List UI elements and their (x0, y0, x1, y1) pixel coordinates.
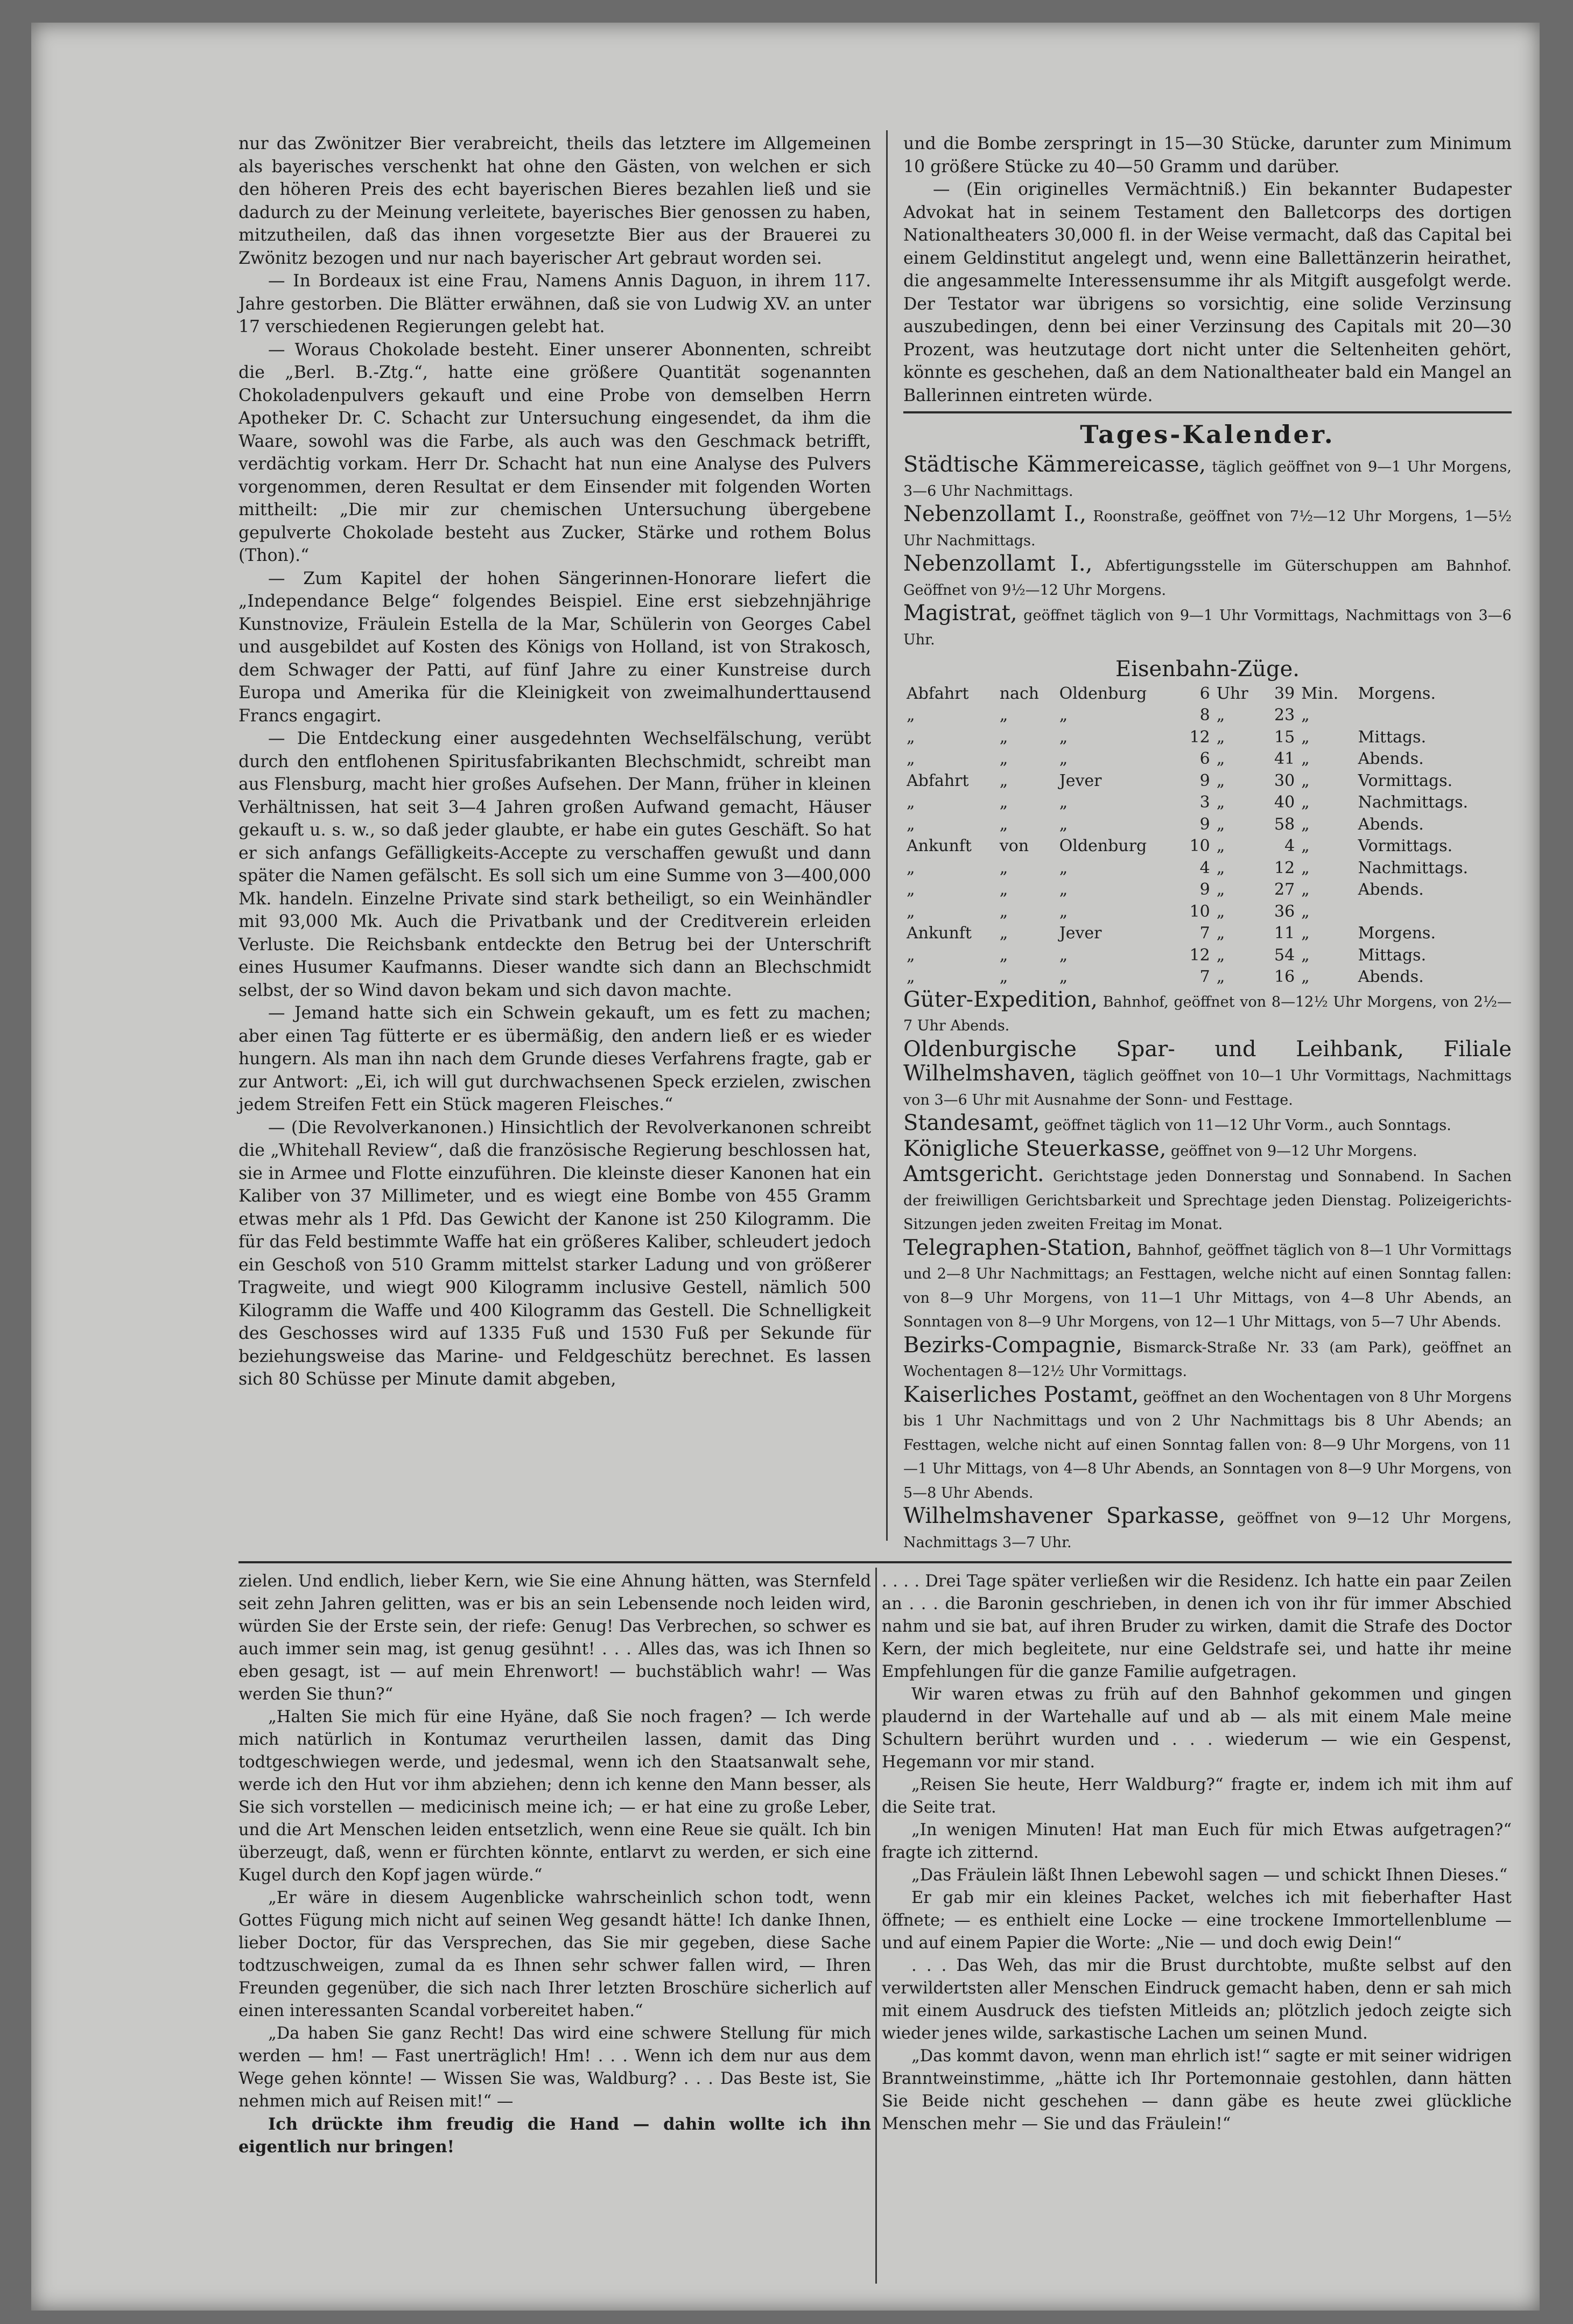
calendar-entry-text: geöffnet täglich von 11—12 Uhr Vorm., auch Sonntags. (1040, 1117, 1451, 1134)
train-cell: „ (1216, 837, 1225, 855)
train-cell: 15 (1274, 727, 1295, 747)
train-cell: Abends. (1358, 967, 1424, 986)
calendar-entry-text: geöffnet von 9—12 Uhr Morgens. (1166, 1142, 1417, 1160)
train-cell: „ (1216, 967, 1225, 986)
calendar-entry-text: täglich geöffnet von 10—1 Uhr Vormittags, Nachmittags von 3—6 Uhr mit Ausnahme der Sonn- und Festtage. (903, 1068, 1512, 1108)
calendar-entry (903, 988, 1512, 1038)
train-cell: „ (1216, 706, 1225, 725)
train-cell: „ (1301, 793, 1310, 812)
calendar-entries-before (903, 453, 1512, 651)
train-cell: 7 (1199, 924, 1210, 943)
calendar-entry-text: Gerichtstage jeden Donnerstag und Sonnabend. In Sachen der freiwilligen Gerichtsbarkeit und Sprechtage jeden Dienstag. Polizeigerichts-Sitzungen jeden zweiten Freitag im Monat. (903, 1168, 1512, 1233)
train-cell: „ (1059, 902, 1068, 921)
newspaper-page (31, 23, 1540, 2311)
train-cell: „ (1059, 967, 1068, 986)
train-cell: Ankunft (907, 924, 972, 943)
train-cell: Oldenburg (1059, 837, 1147, 855)
train-cell: „ (1059, 706, 1068, 725)
calendar-rule (903, 411, 1512, 413)
train-cell: „ (1216, 945, 1225, 965)
train-row (903, 727, 1506, 749)
paragraph: Ich drückte ihm freudig die Hand — dahin wollte ich ihn eigentlich nur bringen! (238, 2115, 871, 2157)
train-cell: „ (1301, 815, 1310, 834)
train-cell: „ (1059, 749, 1068, 768)
train-cell: 12 (1274, 858, 1295, 877)
train-row (903, 966, 1506, 988)
train-cell: „ (1216, 749, 1225, 768)
train-cell: Oldenburg (1059, 684, 1147, 703)
train-cell: Vormittags. (1358, 837, 1453, 855)
column-left-bottom (238, 1570, 871, 2158)
train-cell (1355, 705, 1506, 727)
train-cell: „ (1216, 858, 1225, 877)
calendar-entry-heading: Telegraphen-Station, (903, 1235, 1133, 1260)
calendar-entry-text: Roonstraße, geöffnet von 7½—12 Uhr Morgens, 1—5½ Uhr Nachmittags. (903, 508, 1512, 549)
train-row (903, 923, 1506, 945)
train-cell: 16 (1274, 967, 1295, 986)
train-cell: „ (1216, 924, 1225, 943)
train-row (903, 748, 1506, 770)
paragraph: Er gab mir ein kleines Packet, welches ich mit fieberhafter Hast öffnete; — es enthielt eine Locke — eine trockene Immortellenblume — und auf einem Papier die Worte: „Nie — und doch ewig Dein!“ (882, 1888, 1512, 1953)
paragraph: „In wenigen Minuten! Hat man Euch für mich Etwas aufgetragen?“ fragte ich zitternd. (882, 1821, 1512, 1862)
train-cell: „ (1059, 727, 1068, 747)
train-cell: „ (1301, 706, 1310, 725)
train-cell: Mittags. (1358, 945, 1427, 965)
calendar-entry-heading: Kaiserliches Postamt, (903, 1382, 1139, 1407)
column-right-bottom (882, 1570, 1512, 2136)
train-cell: „ (999, 706, 1008, 725)
train-cell: Uhr (1216, 684, 1248, 703)
paragraph: zielen. Und endlich, lieber Kern, wie Sie eine Ahnung hätten, was Sternfeld seit zehn Jahren gelitten, was er bis an sein Lebensende noch leiden wird, würden Sie der Erste sein, der riefe: Genug! Das Verbrechen, so schwer es auch immer sein mag, ist genug gesühnt! . . . Alles das, was ich Ihnen so eben gesagt, ist — auf mein Ehrenwort! — buchstäblich wahr! — Was werden Sie thun?“ (238, 1572, 871, 1704)
paragraph: „Da haben Sie ganz Recht! Das wird eine schwere Stellung für mich werden — hm! — Fast unerträglich! Hm! . . . Wenn ich dem nur aus dem Wege gehen könnte! — Wissen Sie was, Waldburg? . . . Das Beste ist, Sie nehmen mich auf Reisen mit!“ — (238, 2024, 871, 2111)
calendar-entry (903, 1334, 1512, 1384)
train-cell: „ (1059, 880, 1068, 899)
train-cell: „ (999, 967, 1008, 986)
calendar-entry-heading: Oldenburgische Spar- und Leihbank, Filiale Wilhelmshaven, (903, 1036, 1512, 1086)
calendar-entry-text: täglich geöffnet von 9—1 Uhr Morgens, 3—6 Uhr Nachmittags. (903, 459, 1512, 500)
train-cell: 6 (1199, 749, 1210, 768)
train-cell: „ (1301, 749, 1310, 768)
calendar-entry-text: Abfertigungsstelle im Güterschuppen am Bahnhof. Geöffnet von 9½—12 Uhr Morgens. (903, 558, 1512, 599)
train-cell: von (999, 837, 1029, 855)
train-cell: „ (907, 727, 915, 747)
calendar-entries-after (903, 988, 1512, 1555)
right-top-articles (903, 132, 1512, 407)
train-cell: „ (907, 749, 915, 768)
train-cell: Morgens. (1358, 924, 1436, 943)
railway-title: Eisenbahn-Züge. (1115, 657, 1300, 682)
train-cell: „ (999, 749, 1008, 768)
train-cell: „ (1301, 837, 1310, 855)
train-cell: 12 (1189, 727, 1210, 747)
calendar-entry (903, 1237, 1512, 1334)
train-cell: „ (1301, 945, 1310, 965)
train-cell: „ (1216, 902, 1225, 921)
train-cell: Abends. (1358, 749, 1424, 768)
train-row (903, 770, 1506, 792)
train-cell: „ (1216, 793, 1225, 812)
paragraph: — Zum Kapitel der hohen Sängerinnen-Honorare liefert die „Independance Belge“ folgendes Beispiel. Eine erst siebzehnjährige Kunstnovize, Fräulein Estella de la Mar, Schülerin von Georges Cabel und ausgebildet auf Kosten des Königs von Holland, ist von Strakosch, dem Schwager der Patti, auf fünf Jahre zu einer Kunstreise durch Europa und Amerika für die Kleinigkeit von zweimalhunderttausend Francs engagirt. (238, 568, 871, 726)
paragraph: — Die Entdeckung einer ausgedehnten Wechselfälschung, verübt durch den entflohenen Spiritusfabrikanten Blechschmidt, schreibt man aus Flensburg, macht hier großes Aufsehen. Der Mann, früher in kleinen Verhältnissen, hat seit 3—4 Jahren großen Aufwand gemacht, Häuser gekauft u. s. w., so daß jeder glaubte, er habe ein gutes Geschäft. So hat er sich anfangs Gefälligkeits-Accepte zu verschaffen gewußt und dann später die Namen gefälscht. Es soll sich um eine Summe von 3—400,000 Mk. handeln. Einzelne Private sind stark betheiligt, so ein Weinhändler mit 93,000 Mk. Auch die Privatbank und der Creditverein erleiden Verluste. Die Reichsbank entdeckte den Betrug bei der Unterschrift eines Husumer Kaufmanns. Dieser wandte sich dann an Blechschmidt selbst, der so Wind davon bekam und sich davon machte. (238, 729, 871, 1000)
paragraph: „Das kommt davon, wenn man ehrlich ist!“ sagte er mit seiner widrigen Branntweinstimme, „hätte ich Ihr Portemonnaie gestohlen, dann hätten Sie Beide nicht geschehen — dann gäbe es heute zwei glückliche Menschen mehr — Sie und das Fräulein!“ (882, 2047, 1512, 2133)
paragraph: nur das Zwönitzer Bier verabreicht, theils das letztere im Allgemeinen als bayerisches verschenkt hat ohne den Gästen, von welchen er sich den höheren Preis des echt bayerischen Bieres bezahlen ließ und sie dadurch zu der Meinung verleitete, bayerisches Bier genossen zu haben, mitzutheilen, daß das ihnen vorgesetzte Bier aus der Brauerei zu Zwönitz bezogen und nur nach bayerischer Art gebraut worden sei. (238, 134, 871, 268)
train-row (903, 792, 1506, 814)
train-cell: „ (907, 815, 915, 834)
train-cell: Jever (1059, 771, 1102, 790)
calendar-entry-text: geöffnet an den Wochentagen von 8 Uhr Morgens bis 1 Uhr Nachmittags und von 2 Uhr Nachmittags bis 8 Uhr Abends; an Festtagen, welche nicht auf einen Sonntag fallen von: 8—9 Uhr Morgens, von 11—1 Uhr Mittags, von 4—8 Uhr Abends, an Sonntagen von 8—9 Uhr Morgens, von 5—8 Uhr Abends. (903, 1388, 1512, 1501)
train-cell: „ (1216, 771, 1225, 790)
train-cell: 58 (1274, 815, 1295, 834)
train-cell: „ (999, 815, 1008, 834)
calendar-entry-text: Bahnhof, geöffnet täglich von 8—1 Uhr Vormittags und 2—8 Uhr Nachmittags; an Festtagen, welche nicht auf einen Sonntag fallen: von 8—9 Uhr Morgens, von 11—1 Uhr Mittags, von 4—8 Uhr Abends, an Sonntagen von 8—9 Uhr Morgens, von 12—1 Uhr Mittags, von 5—7 Uhr Abends. (903, 1241, 1512, 1330)
train-cell: „ (1301, 967, 1310, 986)
train-row (903, 945, 1506, 967)
paragraph: . . . Das Weh, das mir die Brust durchtobte, mußte selbst auf den verwildertsten aller Menschen Eindruck gemacht haben, denn er sah mich mit einem Ausdruck des tiefsten Mitleids an; plötzlich jedoch zeigte sich wieder jenes wilde, sarkastische Lachen um seinen Mund. (882, 1956, 1512, 2043)
train-cell: „ (999, 858, 1008, 877)
train-row (903, 683, 1506, 705)
column-divider-bottom (875, 1568, 877, 2284)
calendar-entry (903, 1112, 1512, 1138)
train-cell: 8 (1199, 706, 1210, 725)
paragraph: „Das Fräulein läßt Ihnen Lebewohl sagen — und schickt Ihnen Dieses.“ (911, 1866, 1508, 1885)
calendar-entry (903, 1138, 1512, 1163)
paragraph: „Er wäre in diesem Augenblicke wahrscheinlich schon todt, wenn Gottes Fügung mich nicht auf seinen Weg gesandt hätte! Ich danke Ihnen, lieber Doctor, für das Versprechen, das Sie mir gegeben, diese Sache todtzuschweigen, zumal da es Ihnen sehr schwer fallen wird, — Ihren Freunden gegenüber, die sich nach Ihrer letzten Broschüre sicherlich auf einen interessanten Scandal vorbereitet haben.“ (238, 1888, 871, 2020)
train-row (903, 858, 1506, 880)
train-cell: 23 (1274, 706, 1295, 725)
train-cell: 10 (1189, 902, 1210, 921)
train-cell: „ (1059, 815, 1068, 834)
train-cell: „ (907, 967, 915, 986)
train-row (903, 705, 1506, 727)
train-cell: „ (907, 902, 915, 921)
train-cell: „ (907, 858, 915, 877)
train-cell: „ (999, 945, 1008, 965)
train-cell: „ (1301, 902, 1310, 921)
train-cell: „ (1301, 924, 1310, 943)
train-row (903, 901, 1506, 923)
train-cell: „ (999, 727, 1008, 747)
train-cell: 54 (1274, 945, 1295, 965)
train-cell (1355, 901, 1506, 923)
train-cell: Mittags. (1358, 727, 1427, 747)
train-cell: 9 (1199, 815, 1210, 834)
train-cell: „ (907, 945, 915, 965)
train-cell: Ankunft (907, 837, 972, 855)
calendar-entry-heading: Güter-Expedition, (903, 987, 1098, 1012)
train-cell: 3 (1199, 793, 1210, 812)
calendar-entry (903, 1038, 1512, 1112)
train-cell: 41 (1274, 749, 1295, 768)
train-cell: „ (1301, 727, 1310, 747)
train-cell: 4 (1284, 837, 1295, 855)
train-cell: „ (999, 902, 1008, 921)
calendar-entry-heading: Amtsgericht. (903, 1162, 1044, 1186)
train-cell: Nachmittags. (1358, 858, 1469, 877)
calendar-entry-heading: Magistrat, (903, 601, 1017, 626)
calendar-entry (903, 1163, 1512, 1237)
calendar-entry-heading: Bezirks-Compagnie, (903, 1332, 1122, 1358)
calendar-entry (903, 602, 1512, 651)
calendar-entry-heading: Königliche Steuerkasse, (903, 1136, 1167, 1161)
paragraph: und die Bombe zerspringt in 15—30 Stücke, darunter zum Minimum 10 größere Stücke zu 40—50 Gramm und darüber. (903, 134, 1512, 177)
calendar-entry-heading: Städtische Kämmereicasse, (903, 452, 1206, 477)
train-cell: Jever (1059, 924, 1102, 943)
train-row (903, 814, 1506, 836)
train-cell: 4 (1199, 858, 1210, 877)
train-cell: „ (999, 793, 1008, 812)
calendar-entry-heading: Nebenzollamt I., (903, 502, 1087, 526)
calendar-entry (903, 552, 1512, 602)
train-cell: „ (1301, 771, 1310, 790)
train-cell: 10 (1189, 837, 1210, 855)
train-cell: „ (907, 706, 915, 725)
train-cell: „ (999, 771, 1008, 790)
paragraph: — (Ein originelles Vermächtniß.) Ein bekannter Budapester Advokat hat in seinem Testament den Balletcorps des dortigen Nationaltheaters 30,000 fl. in der Weise vermacht, daß das Capital bei einem Geldinstitut angelegt und, wenn eine Ballettänzerin heirathet, die angesammelte Interessensumme ihr als Mitgift ausgefolgt werde. Der Testator war übrigens so vorsichtig, eine solide Verzinsung auszubedingen, denn bei einer Verzinsung des Capitals mit 20—30 Prozent, was heutzutage dort nicht unter die Seltenheiten gehört, könnte es geschehen, daß an dem Nationaltheater bald ein Mangel an Ballerinnen eintreten würde. (903, 180, 1512, 405)
calendar-entry-heading: Standesamt, (903, 1111, 1040, 1135)
train-cell: 40 (1274, 793, 1295, 812)
train-cell: 36 (1274, 902, 1295, 921)
train-cell: Abends. (1358, 880, 1424, 899)
calendar-entry (903, 1505, 1512, 1554)
paragraph: — In Bordeaux ist eine Frau, Namens Annis Daguon, in ihrem 117. Jahre gestorben. Die Blätter erwähnen, daß sie von Ludwig XV. an unter 17 verschiedenen Regierungen gelebt hat. (238, 271, 871, 336)
calendar-entry-text: Bismarck-Straße Nr. 33 (am Park), geöffnet an Wochentagen 8—12½ Uhr Vormittags. (903, 1339, 1512, 1380)
train-cell: 9 (1199, 771, 1210, 790)
train-cell: 30 (1274, 771, 1295, 790)
train-cell: „ (1059, 858, 1068, 877)
train-cell: Abfahrt (907, 684, 969, 703)
train-cell: 11 (1274, 924, 1295, 943)
paragraph: — Woraus Chokolade besteht. Einer unserer Abonnenten, schreibt die „Berl. B.-Ztg.“, hatte eine größere Quantität sogenannten Chokoladenpulvers gekauft und eine Probe von demselben Herrn Apotheker Dr. C. Schacht zur Untersuchung eingesendet, da ihm die Waare, sowohl was die Farbe, als auch was den Geschmack betrifft, verdächtig vorkam. Herr Dr. Schacht hat nun eine Analyse des Pulvers vorgenommen, deren Resultat er dem Einsender mit folgenden Worten mittheilt: „Die mir zur chemischen Untersuchung übergebene gepulverte Chokolade besteht aus Zucker, Stärke und rothem Bolus (Thon).“ (238, 340, 871, 565)
train-cell: 27 (1274, 880, 1295, 899)
column-right-top (903, 132, 1512, 1554)
calendar-entry-text: Bahnhof, geöffnet von 8—12½ Uhr Morgens, von 2½—7 Uhr Abends. (903, 993, 1512, 1034)
train-cell: „ (999, 924, 1008, 943)
train-cell: „ (1059, 945, 1068, 965)
train-cell: Nachmittags. (1358, 793, 1469, 812)
train-cell: „ (1301, 880, 1310, 899)
train-cell: „ (907, 880, 915, 899)
column-left-top (238, 132, 871, 1391)
train-cell: „ (1301, 858, 1310, 877)
column-divider-top (886, 130, 888, 1541)
train-row (903, 879, 1506, 901)
paragraph: Wir waren etwas zu früh auf den Bahnhof gekommen und gingen plaudernd in der Wartehalle auf und ab — als mit einem Male meine Schultern berührt wurden und . . . wiederum — wie ein Gespenst, Hegemann vor mir stand. (882, 1685, 1512, 1772)
train-cell: „ (1216, 815, 1225, 834)
calendar-entry-text: geöffnet von 9—12 Uhr Morgens, Nachmittags 3—7 Uhr. (903, 1510, 1512, 1551)
train-cell: 12 (1189, 945, 1210, 965)
calendar-entry (903, 503, 1512, 552)
feuilleton-rule (238, 1561, 1512, 1563)
train-cell: 6 (1199, 684, 1210, 703)
paragraph: — Jemand hatte sich ein Schwein gekauft, um es fett zu machen; aber einen Tag fütterte er es übermäßig, den andern ließ er es wieder hungern. Als man ihn nach dem Grunde dieses Verfahrens fragte, gab er zur Antwort: „Ei, ich will gut durchwachsenen Speck erzielen, zwischen jedem Streifen Fett ein Stück mageren Fleisches.“ (238, 1003, 871, 1114)
paragraph: . . . . Drei Tage später verließen wir die Residenz. Ich hatte ein paar Zeilen an . . . die Baronin geschrieben, in denen ich von ihr für immer Abschied nahm und sie bat, auf ihren Bruder zu wirken, damit die Strafe des Doctor Kern, der mich begleitete, nur eine Geldstrafe sei, und hatte ihr meine Empfehlungen für die ganze Familie aufgetragen. (882, 1572, 1512, 1681)
train-cell: Morgens. (1358, 684, 1436, 703)
train-cell: „ (1216, 880, 1225, 899)
train-cell: „ (907, 793, 915, 812)
train-timetable (903, 683, 1506, 988)
paragraph: „Halten Sie mich für eine Hyäne, daß Sie noch fragen? — Ich werde mich natürlich in Kontumaz verurtheilen lassen, damit das Ding todtgeschwiegen werde, und jedesmal, wenn ich den Staatsanwalt sehe, werde ich den Hut vor ihm abziehen; denn ich kenne den Mann besser, als Sie sich vorstellen — medicinisch meine ich; — er hat eine zu große Leber, und die Art Menschen leiden entsetzlich, wenn eine Reue sie quält. Ich bin überzeugt, daß, wenn er fürchten könnte, entlarvt zu werden, er sich eine Kugel durch den Kopf jagen würde.“ (238, 1708, 871, 1885)
calendar-entry (903, 453, 1512, 503)
calendar-entry (903, 1384, 1512, 1505)
train-cell: Min. (1301, 684, 1339, 703)
train-cell: „ (1059, 793, 1068, 812)
train-cell: 9 (1199, 880, 1210, 899)
train-cell: nach (999, 684, 1040, 703)
calendar-title: Tages-Kalender. (1080, 420, 1335, 449)
train-cell: Abends. (1358, 815, 1424, 834)
train-cell: 39 (1274, 684, 1295, 703)
train-cell: 7 (1199, 967, 1210, 986)
train-cell: „ (1216, 727, 1225, 747)
train-cell: „ (999, 880, 1008, 899)
train-cell: Vormittags. (1358, 771, 1453, 790)
calendar-entry-heading: Wilhelmshavener Sparkasse, (903, 1504, 1226, 1528)
paragraph: — (Die Revolverkanonen.) Hinsichtlich der Revolverkanonen schreibt die „Whitehall Review“, daß die französische Regierung beschlossen hat, sie in Armee und Flotte einzuführen. Die kleinste dieser Kanonen hat ein Kaliber von 37 Millimeter, und es wiegt eine Bombe von 455 Gramm etwas mehr als 1 Pfd. Das Gewicht der Kanone ist 250 Kilogramm. Die für das Feld bestimmte Waffe hat ein größeres Kaliber, schleudert jedoch ein Geschoß von 510 Gramm mittelst starker Ladung und von größerer Tragweite, und wiegt 900 Kilogramm inclusive Gestell, nämlich 500 Kilogramm die Waffe und 400 Kilogramm das Gestell. Die Schnelligkeit des Geschosses wird auf 1335 Fuß und 1530 Fuß per Sekunde für beziehungsweise das Marine- und Feldgeschütz berechnet. Es lassen sich 80 Schüsse per Minute damit abgeben, (238, 1118, 871, 1389)
paragraph: „Reisen Sie heute, Herr Waldburg?“ fragte er, indem ich mit ihm auf die Seite trat. (882, 1775, 1512, 1817)
train-cell: Abfahrt (907, 771, 969, 790)
calendar-entry-text: geöffnet täglich von 9—1 Uhr Vormittags, Nachmittags von 3—6 Uhr. (903, 607, 1512, 648)
train-row (903, 835, 1506, 858)
calendar-entry-heading: Nebenzollamt I., (903, 551, 1093, 576)
